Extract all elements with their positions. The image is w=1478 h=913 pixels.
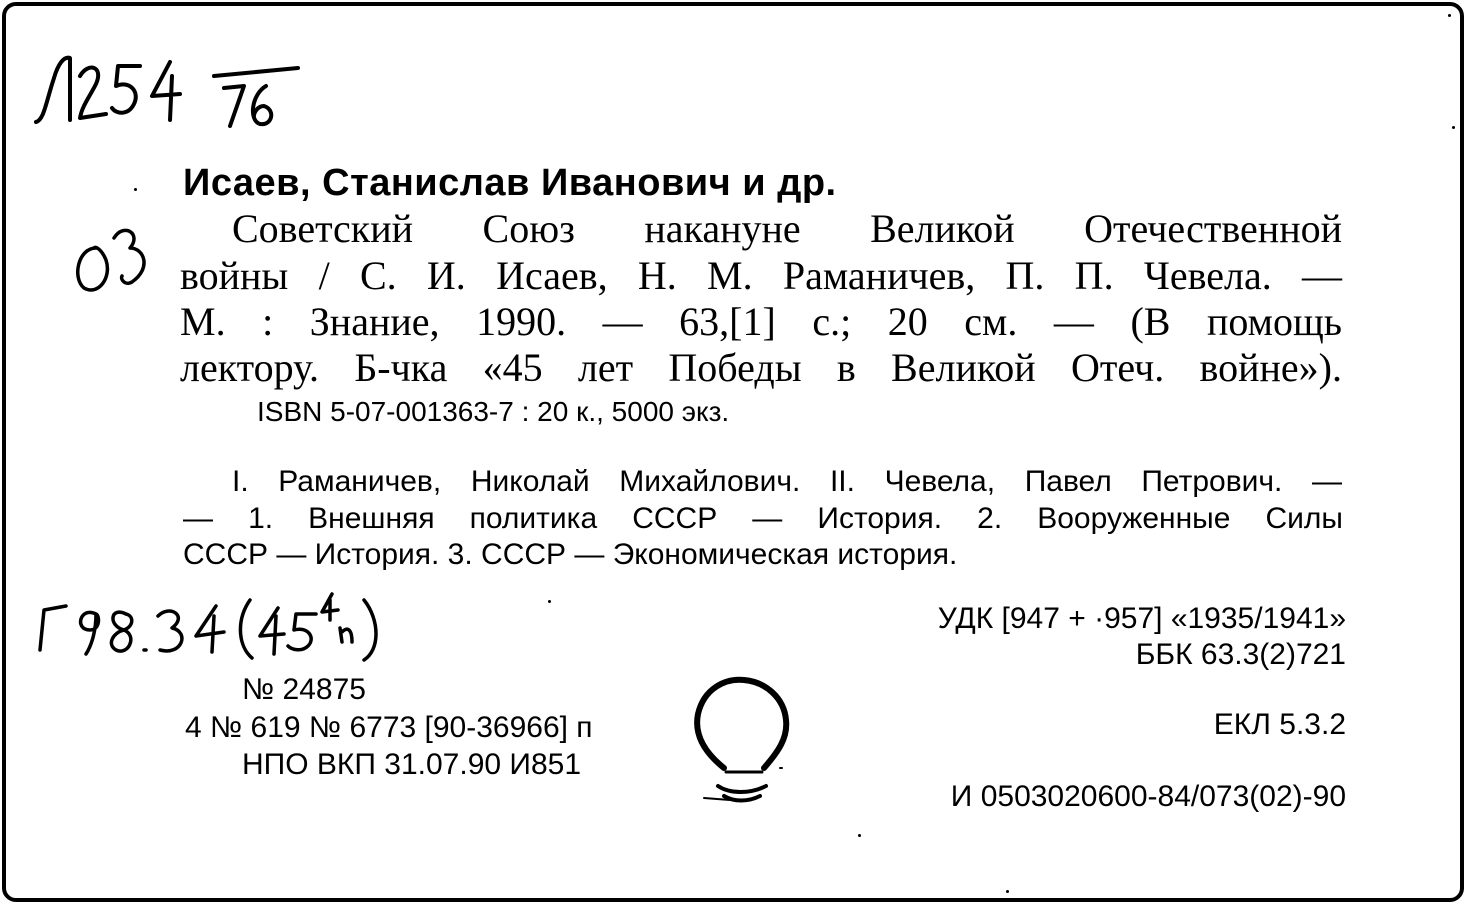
author-heading: Исаев, Станислав Иванович и др.	[183, 162, 837, 204]
speck	[858, 834, 861, 837]
tracing-line: СССР — История. 3. СССР — Экономическая история.	[183, 538, 958, 571]
title-line: лектору. Б-чка «45 лет Победы в Великой Отеч. войне»).	[180, 345, 1342, 390]
speck	[134, 188, 137, 191]
light-bulb-icon	[690, 672, 800, 822]
ekl-code: ЕКЛ 5.3.2	[1213, 708, 1346, 741]
tracing-line: I. Раманичев, Николай Михайлович. II. Чевела, Павел Петрович. —	[232, 465, 1342, 498]
udk-code: УДК [947 + ·957] «1935/1941»	[937, 602, 1346, 635]
speck	[548, 600, 551, 603]
publisher-index: И 0503020600-84/073(02)-90	[950, 780, 1346, 813]
speck	[1452, 126, 1455, 129]
isbn-line: ISBN 5-07-001363-7 : 20 к., 5000 экз.	[257, 396, 730, 427]
speck	[1448, 14, 1451, 17]
title-line: Советский Союз накануне Великой Отечественной	[232, 206, 1342, 251]
handwritten-shelfmark	[30, 40, 310, 140]
bbk-code: ББК 63.3(2)721	[1135, 638, 1346, 671]
speck	[1006, 890, 1009, 893]
card-number: № 24875	[242, 673, 366, 706]
tracing-line: — 1. Внешняя политика СССР — История. 2. Вооруженные Силы	[183, 502, 1343, 535]
title-line: М. : Знание, 1990. — 63,[1] с.; 20 см. — (В помощь	[180, 299, 1342, 344]
handwritten-note	[66, 208, 166, 298]
title-line: войны / С. И. Исаев, Н. М. Раманичев, П. П. Чевела. —	[180, 253, 1342, 298]
producer-line: НПО ВКП 31.07.90 И851	[242, 748, 582, 781]
handwritten-classification	[30, 580, 390, 670]
order-line: 4 № 619 № 6773 [90-36966] п	[185, 711, 593, 744]
